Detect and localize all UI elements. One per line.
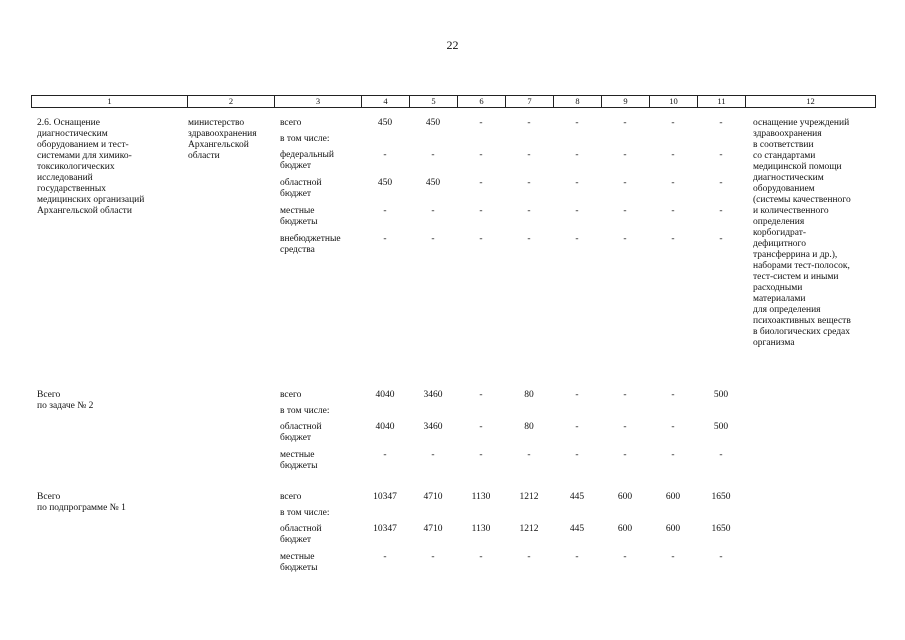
value-cell: - (575, 206, 579, 216)
value-cell: - (479, 118, 483, 128)
value-cell: - (575, 552, 579, 562)
value-cell: 1212 (519, 492, 539, 502)
value-cell: 3460 (423, 422, 443, 432)
value-cell: - (575, 178, 579, 188)
row-label: местные бюджеты (280, 450, 318, 471)
value-cell: 4040 (375, 390, 395, 400)
value-cell: 1130 (471, 492, 491, 502)
value-cell: - (479, 206, 483, 216)
value-cell: - (527, 450, 531, 460)
value-cell: 80 (524, 422, 534, 432)
value-cell: - (719, 178, 723, 188)
value-cell: - (671, 206, 675, 216)
value-cell: 600 (617, 524, 633, 534)
value-cell: - (479, 390, 483, 400)
header-cell-11: 11 (698, 96, 746, 107)
value-cell: - (527, 150, 531, 160)
value-cell: - (623, 178, 627, 188)
row-label: федеральный бюджет (280, 150, 334, 171)
row-label: местные бюджеты (280, 552, 318, 573)
row-label: всего (280, 390, 302, 400)
value-cell: - (719, 118, 723, 128)
value-cell: - (479, 150, 483, 160)
value-cell: - (623, 206, 627, 216)
value-cell: 450 (377, 178, 393, 188)
value-cell: 445 (569, 524, 585, 534)
row-label: в том числе: (280, 134, 330, 144)
value-cell: - (383, 206, 387, 216)
value-cell: - (383, 450, 387, 460)
value-cell: - (431, 150, 435, 160)
value-cell: - (479, 450, 483, 460)
value-cell: 450 (377, 118, 393, 128)
value-cell: - (719, 552, 723, 562)
value-cell: - (479, 422, 483, 432)
expected-result: оснащение учреждений здравоохранения в соответствии со стандартами медицинской помощи диагностическим оборудованием (системы качественного и количественного определения корбогидрат- дефицитного трансферрина и др.), наборами тест-полосок, тест-систем и иными расходными материалами для определения психоактивных веществ в биологических средах организма (753, 118, 851, 348)
value-cell: - (431, 234, 435, 244)
row-label: областной бюджет (280, 422, 322, 443)
header-cell-12: 12 (806, 96, 815, 106)
measure-title: 2.6. Оснащение диагностическим оборудованием и тест- системами для химико- токсикологических исследований государственных медицинских организаций Архангельской области (37, 118, 145, 216)
value-cell: 500 (713, 390, 729, 400)
value-cell: - (575, 422, 579, 432)
value-cell: 4710 (423, 524, 443, 534)
subprogram-1-total-title: Всего по подпрограмме № 1 (37, 492, 126, 513)
row-label: внебюджетные средства (280, 234, 341, 255)
value-cell: 1650 (711, 492, 731, 502)
value-cell: 3460 (423, 390, 443, 400)
value-cell: - (719, 206, 723, 216)
value-cell: - (671, 150, 675, 160)
value-cell: - (623, 234, 627, 244)
header-cell-10: 10 (650, 96, 698, 107)
value-cell: - (623, 552, 627, 562)
value-cell: - (719, 150, 723, 160)
value-cell: - (671, 450, 675, 460)
value-cell: 80 (524, 390, 534, 400)
row-label: в том числе: (280, 508, 330, 518)
executor: министерство здравоохранения Архангельской области (188, 118, 257, 161)
row-label: местные бюджеты (280, 206, 318, 227)
header-cell-3: 3 (275, 96, 362, 107)
value-cell: - (671, 234, 675, 244)
row-label: в том числе: (280, 406, 330, 416)
value-cell: - (671, 422, 675, 432)
header-cell-7: 7 (506, 96, 554, 107)
value-cell: - (527, 206, 531, 216)
value-cell: - (575, 118, 579, 128)
header-cell-4: 4 (362, 96, 410, 107)
value-cell: - (479, 178, 483, 188)
value-cell: 1212 (519, 524, 539, 534)
header-cell-6: 6 (458, 96, 506, 107)
value-cell: - (431, 552, 435, 562)
value-cell: - (527, 178, 531, 188)
value-cell: - (623, 390, 627, 400)
value-cell: - (575, 234, 579, 244)
value-cell: - (575, 450, 579, 460)
value-cell: 10347 (373, 524, 397, 534)
value-cell: 450 (425, 178, 441, 188)
value-cell: - (671, 552, 675, 562)
value-cell: - (431, 206, 435, 216)
table-header-row (31, 95, 876, 108)
value-cell: 1130 (471, 524, 491, 534)
value-cell: 1650 (711, 524, 731, 534)
header-cell-9: 9 (602, 96, 650, 107)
value-cell: - (719, 450, 723, 460)
row-label: областной бюджет (280, 524, 322, 545)
row-label: всего (280, 492, 302, 502)
row-label: областной бюджет (280, 178, 322, 199)
value-cell: - (527, 234, 531, 244)
value-cell: - (575, 150, 579, 160)
value-cell: - (479, 234, 483, 244)
value-cell: - (431, 450, 435, 460)
value-cell: 445 (569, 492, 585, 502)
page-number: 22 (446, 38, 459, 52)
value-cell: - (623, 450, 627, 460)
value-cell: 600 (665, 524, 681, 534)
value-cell: 10347 (373, 492, 397, 502)
value-cell: - (623, 422, 627, 432)
header-cell-5: 5 (410, 96, 458, 107)
value-cell: 4040 (375, 422, 395, 432)
value-cell: - (671, 118, 675, 128)
task-2-total-title: Всего по задаче № 2 (37, 390, 94, 411)
value-cell: - (527, 552, 531, 562)
value-cell: - (479, 552, 483, 562)
value-cell: - (671, 178, 675, 188)
header-cell-8: 8 (554, 96, 602, 107)
row-label: всего (280, 118, 302, 128)
value-cell: - (623, 118, 627, 128)
value-cell: - (383, 234, 387, 244)
header-cell-2: 2 (188, 96, 275, 107)
value-cell: - (719, 234, 723, 244)
value-cell: 450 (425, 118, 441, 128)
header-cell-1: 1 (32, 96, 188, 107)
value-cell: - (527, 118, 531, 128)
value-cell: - (623, 150, 627, 160)
value-cell: - (383, 150, 387, 160)
value-cell: 600 (665, 492, 681, 502)
value-cell: 600 (617, 492, 633, 502)
value-cell: 4710 (423, 492, 443, 502)
value-cell: - (575, 390, 579, 400)
value-cell: 500 (713, 422, 729, 432)
value-cell: - (383, 552, 387, 562)
value-cell: - (671, 390, 675, 400)
